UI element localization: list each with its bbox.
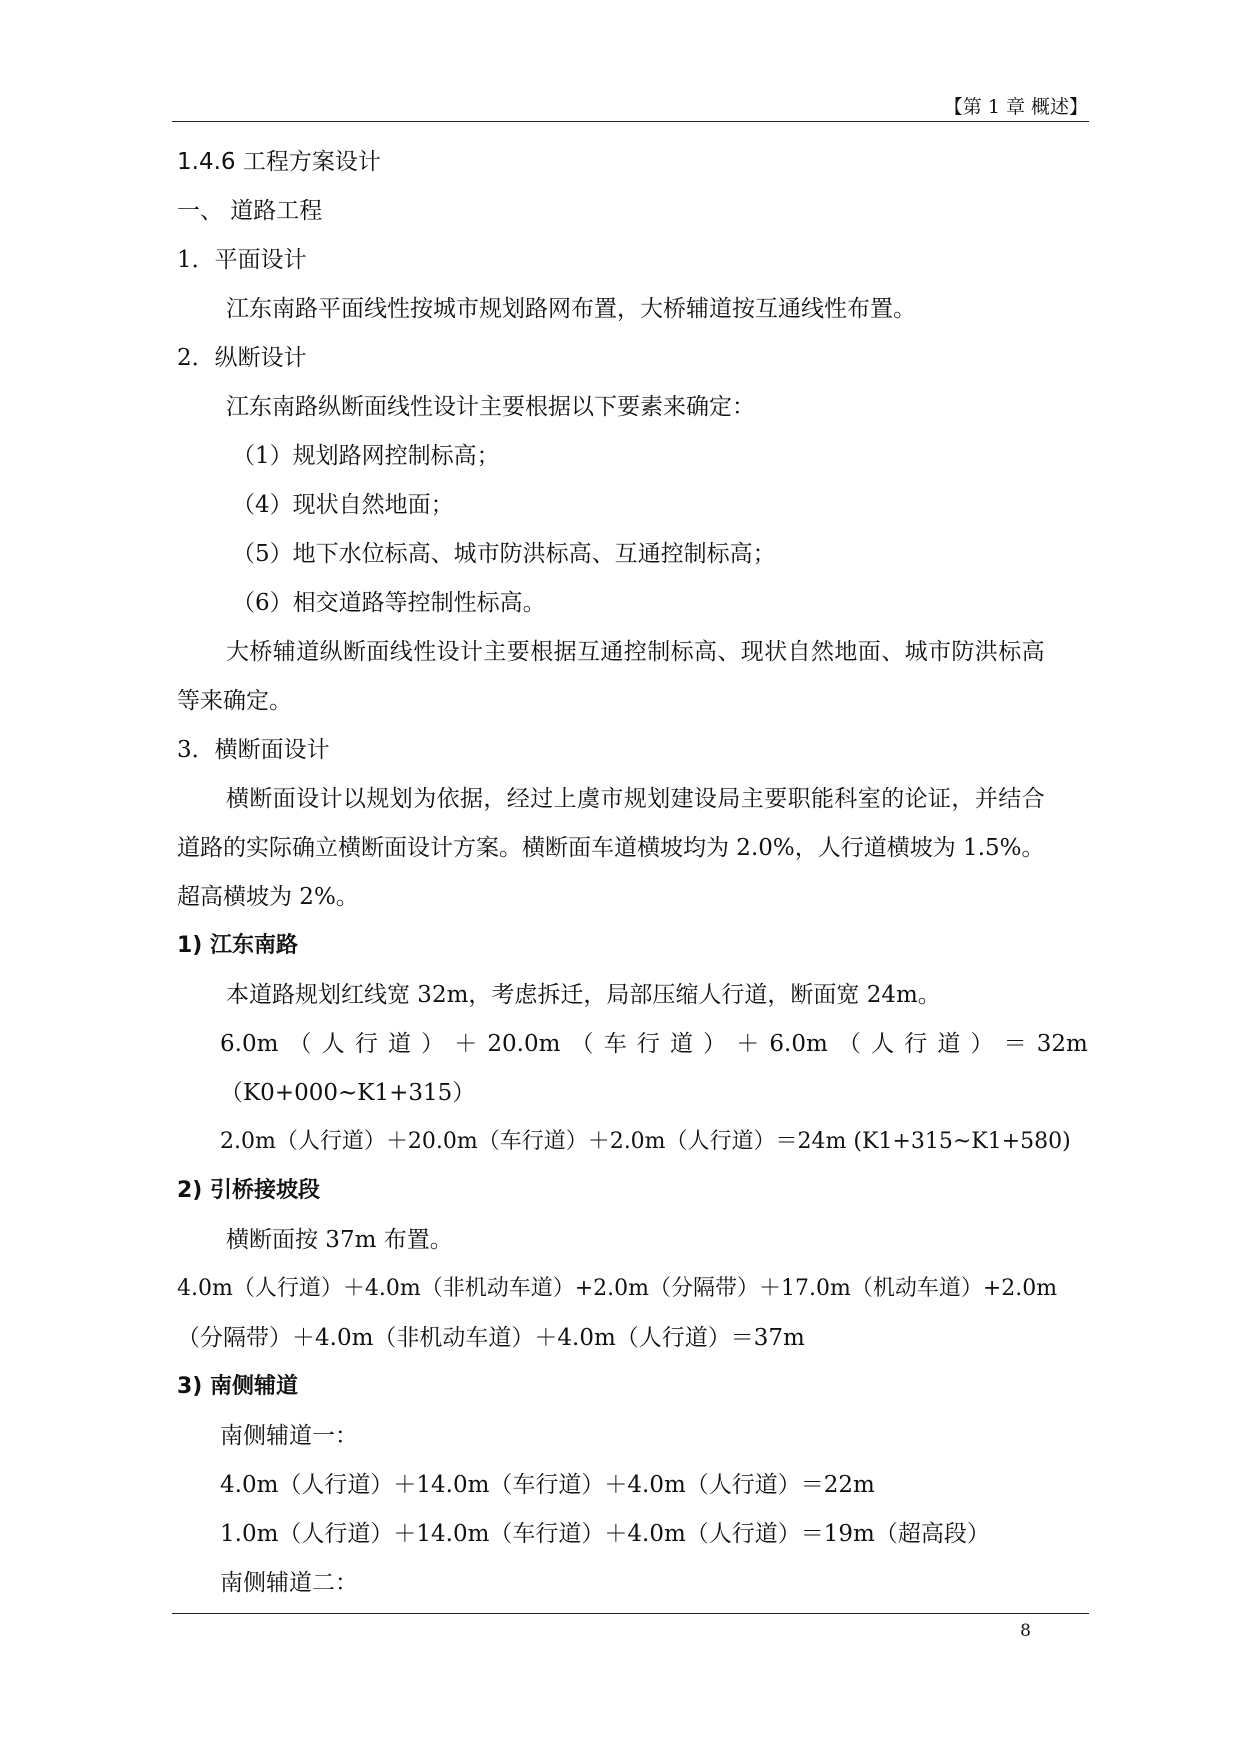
formula-token: ） — [703, 1031, 727, 1057]
south-road1-formula2: 1.0m（人行道）＋14.0m（车行道）＋4.0m（人行道）＝19m（超高段） — [220, 1521, 990, 1547]
formula-token: 行 — [636, 1031, 660, 1057]
profile-item: （1）规划路网控制标高； — [232, 443, 500, 469]
formula-token: （ — [837, 1031, 861, 1057]
approach-formula-line1: 4.0m（人行道）＋4.0m（非机动车道）+2.0m（分隔带）＋17.0m（机动车道）+2.0m — [177, 1276, 1058, 1301]
footer-rule — [172, 1613, 1089, 1614]
jiangdong-formula1 — [220, 1029, 1088, 1059]
formula-token: 行 — [354, 1031, 378, 1057]
cross-line2: 道路的实际确立横断面设计方案。横断面车道横坡均为 2.0%，人行道横坡为 1.5%。 — [177, 835, 1045, 861]
plan-body: 江东南路平面线性按城市规划路网布置，大桥辅道按互通线性布置。 — [226, 296, 916, 322]
formula-token: 道 — [937, 1031, 961, 1057]
jiangdong-desc: 本道路规划红线宽 32m，考虑拆迁，局部压缩人行道，断面宽 24m。 — [226, 982, 941, 1008]
profile-bridge-line2: 等来确定。 — [177, 688, 292, 714]
formula-token: ） — [970, 1031, 994, 1057]
plan-title: 1．平面设计 — [177, 247, 307, 273]
formula-token: 6.0m — [220, 1031, 279, 1057]
profile-item: （6）相交道路等控制性标高。 — [232, 590, 546, 616]
part-heading: 一、 道路工程 — [177, 198, 323, 224]
cross-title: 3．横断面设计 — [177, 737, 330, 763]
south-road2-label: 南侧辅道二： — [220, 1570, 358, 1596]
formula-token: （ — [288, 1031, 312, 1057]
formula-token: 道 — [669, 1031, 693, 1057]
cross-line3: 超高横坡为 2%。 — [177, 884, 359, 910]
formula-token: 车 — [603, 1031, 627, 1057]
profile-title: 2．纵断设计 — [177, 345, 307, 371]
header-rule — [172, 121, 1089, 122]
formula-token: ＋ — [736, 1031, 760, 1057]
page-number: 8 — [1020, 1621, 1031, 1641]
profile-item: （5）地下水位标高、城市防洪标高、互通控制标高； — [232, 541, 776, 567]
profile-item: （4）现状自然地面； — [232, 492, 454, 518]
profile-intro: 江东南路纵断面线性设计主要根据以下要素来确定： — [226, 394, 755, 420]
running-header: 【第 1 章 概述】 — [943, 96, 1088, 118]
formula-token: ＋ — [454, 1031, 478, 1057]
cross-line1: 横断面设计以规划为依据，经过上虞市规划建设局主要职能科室的论证，并结合 — [226, 786, 1045, 812]
jiangdong-formula1-range: （K0+000~K1+315） — [220, 1080, 476, 1106]
formula-token: 人 — [871, 1031, 895, 1057]
approach-title: 2) 引桥接坡段 — [177, 1178, 321, 1203]
approach-desc: 横断面按 37m 布置。 — [226, 1227, 453, 1253]
jiangdong-formula2: 2.0m（人行道）＋20.0m（车行道）＋2.0m（人行道）＝24m (K1+315~K1+580) — [220, 1129, 1071, 1154]
south-road1-label: 南侧辅道一： — [220, 1423, 358, 1449]
profile-bridge-line1: 大桥辅道纵断面线性设计主要根据互通控制标高、现状自然地面、城市防洪标高 — [226, 639, 1045, 665]
section-heading: 1.4.6 工程方案设计 — [177, 149, 381, 175]
formula-token: 道 — [387, 1031, 411, 1057]
south-road1-formula1: 4.0m（人行道）＋14.0m（车行道）＋4.0m（人行道）＝22m — [220, 1472, 875, 1498]
approach-formula-line2: （分隔带）＋4.0m（非机动车道）＋4.0m（人行道）＝37m — [177, 1325, 805, 1351]
jiangdong-title: 1) 江东南路 — [177, 933, 299, 958]
south-title: 3) 南侧辅道 — [177, 1374, 299, 1399]
formula-token: 人 — [321, 1031, 345, 1057]
formula-token: ） — [421, 1031, 445, 1057]
formula-token: （ — [570, 1031, 594, 1057]
formula-token: 32m — [1036, 1031, 1088, 1057]
formula-token: ＝ — [1003, 1031, 1027, 1057]
formula-token: 20.0m — [487, 1031, 561, 1057]
formula-token: 行 — [904, 1031, 928, 1057]
formula-token: 6.0m — [769, 1031, 828, 1057]
